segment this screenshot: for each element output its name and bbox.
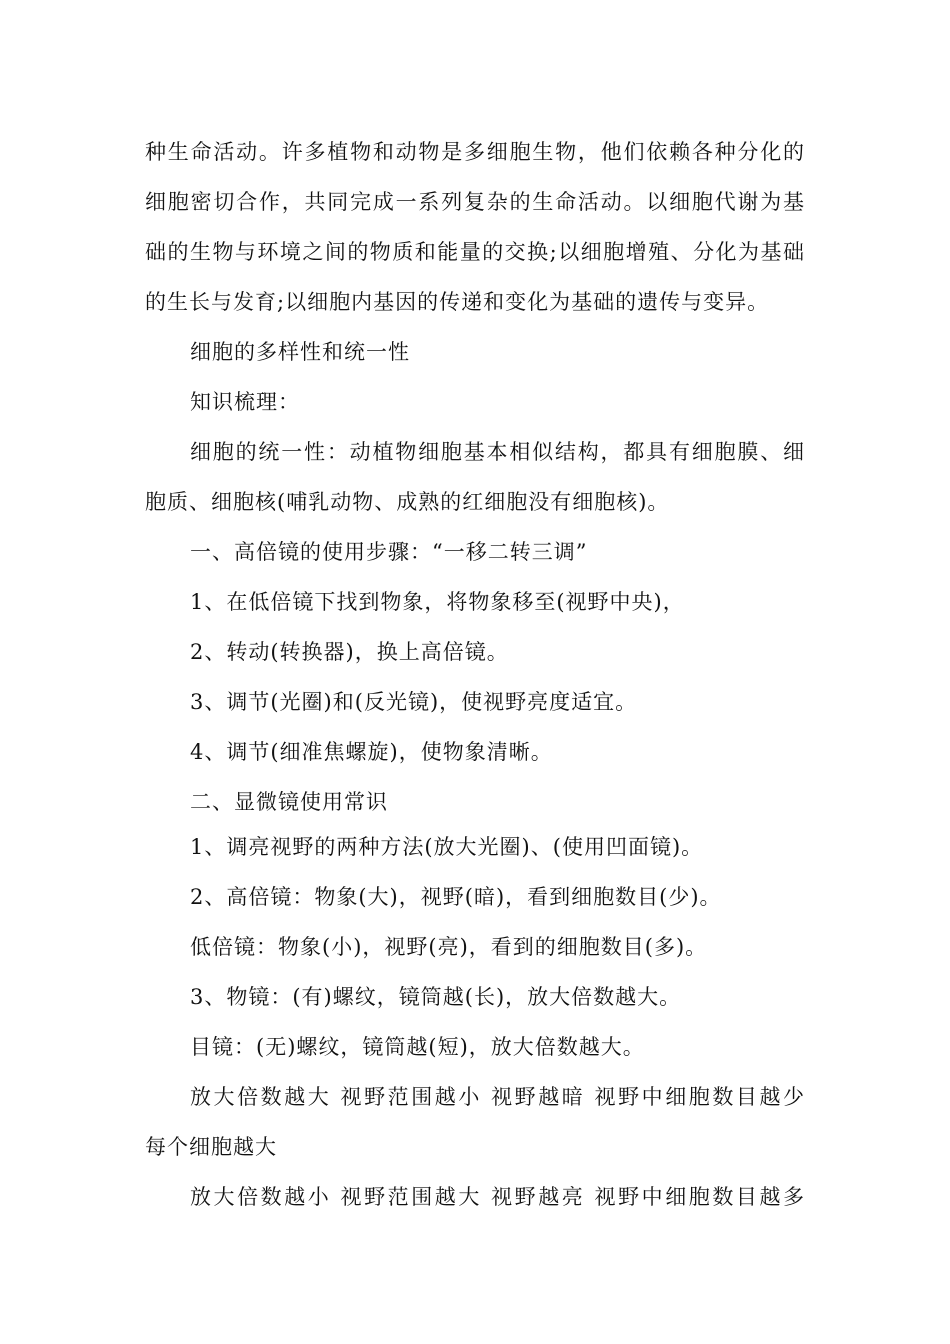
- summary-line: 放大倍数越大 视野范围越小 视野越暗 视野中细胞数目越少: [190, 1085, 805, 1109]
- list-item: 3、物镜：(有)螺纹，镜筒越(长)，放大倍数越大。: [190, 985, 682, 1009]
- paragraph-line: 础的生物与环境之间的物质和能量的交换;以细胞增殖、分化为基础: [145, 240, 805, 264]
- list-item: 1、调亮视野的两种方法(放大光圈)、(使用凹面镜)。: [190, 835, 704, 859]
- section-heading: 二、显微镜使用常识: [190, 790, 388, 814]
- paragraph-line: 种生命活动。许多植物和动物是多细胞生物，他们依赖各种分化的: [145, 140, 805, 164]
- section-heading: 一、高倍镜的使用步骤：“一移二转三调”: [190, 540, 588, 564]
- summary-line: 放大倍数越小 视野范围越大 视野越亮 视野中细胞数目越多: [190, 1185, 805, 1209]
- list-item: 3、调节(光圈)和(反光镜)，使视野亮度适宜。: [190, 690, 638, 714]
- summary-line: 每个细胞越大: [145, 1135, 277, 1159]
- paragraph-line: 胞质、细胞核(哺乳动物、成熟的红细胞没有细胞核)。: [145, 490, 670, 514]
- list-item: 4、调节(细准焦螺旋)，使物象清晰。: [190, 740, 553, 764]
- list-item: 目镜：(无)螺纹，镜筒越(短)，放大倍数越大。: [190, 1035, 645, 1059]
- paragraph-line: 的生长与发育;以细胞内基因的传递和变化为基础的遗传与变异。: [145, 290, 770, 314]
- list-item: 低倍镜：物象(小)，视野(亮)，看到的细胞数目(多)。: [190, 935, 708, 959]
- knowledge-heading: 知识梳理：: [190, 390, 300, 414]
- paragraph-line: 细胞密切合作，共同完成一系列复杂的生命活动。以细胞代谢为基: [145, 190, 805, 214]
- section-title: 细胞的多样性和统一性: [190, 340, 410, 364]
- paragraph-line: 细胞的统一性：动植物细胞基本相似结构，都具有细胞膜、细: [190, 440, 805, 464]
- list-item: 2、高倍镜：物象(大)，视野(暗)，看到细胞数目(少)。: [190, 885, 722, 909]
- list-item: 2、转动(转换器)，换上高倍镜。: [190, 640, 509, 664]
- list-item: 1、在低倍镜下找到物象，将物象移至(视野中央)，: [190, 590, 685, 614]
